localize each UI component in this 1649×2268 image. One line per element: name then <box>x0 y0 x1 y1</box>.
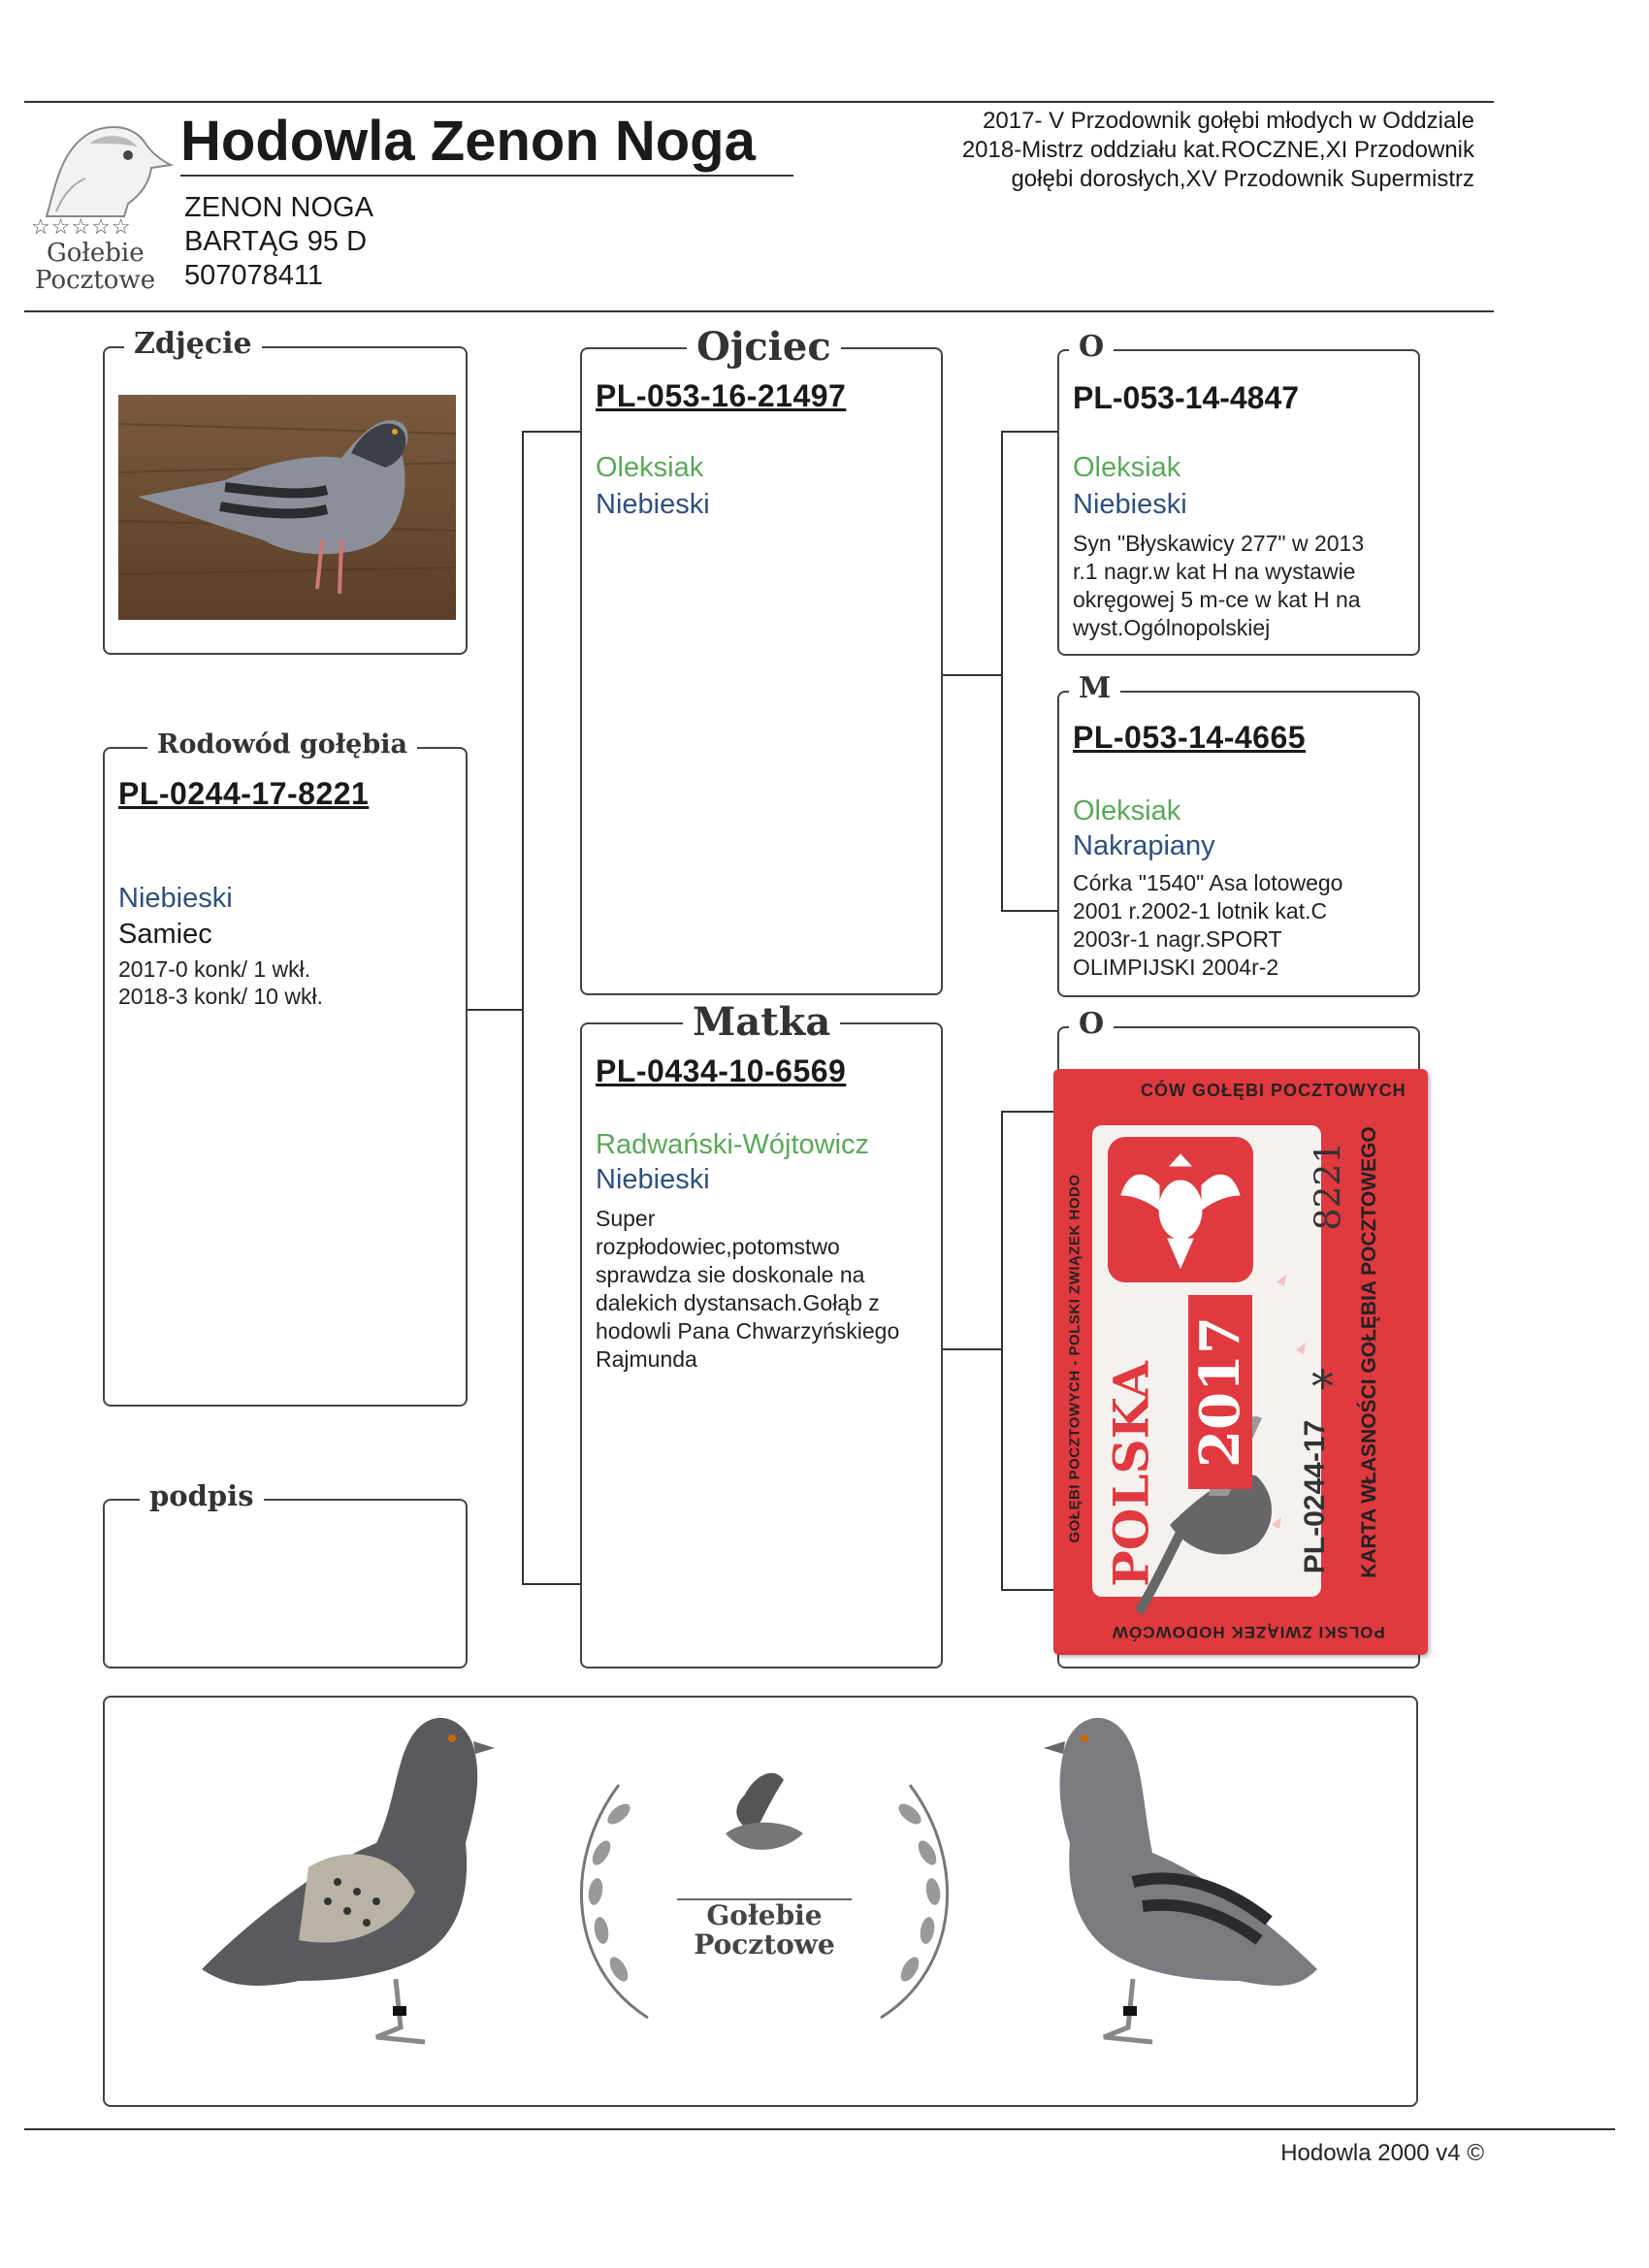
photo-box-label: Zdjęcie <box>124 327 262 361</box>
ff-desc-line: okręgowej 5 m-ce w kat H na <box>1073 587 1361 612</box>
card-bottom-text: POLSKI ZWIĄZEK HODOWCÓW <box>1112 1623 1385 1641</box>
mother-father-label: O <box>1069 1007 1114 1041</box>
fm-desc-line: 2003r-1 nagr.SPORT <box>1073 926 1282 952</box>
card-year: 2017 <box>1188 1295 1252 1489</box>
achievement-line: gołębi dorosłych,XV Przodownik Supermistrz <box>1011 166 1474 192</box>
pigeon-photo-image <box>118 395 456 620</box>
header-bottom-rule <box>24 310 1494 312</box>
owner-phone: 507078411 <box>184 260 324 291</box>
footer-version: Hodowla 2000 v4 © <box>1280 2140 1484 2166</box>
father-mother-box <box>1057 671 1420 997</box>
father-colour: Niebieski <box>596 489 710 520</box>
pigeons-illustration-box <box>103 1696 1418 2107</box>
mother-desc-line: sprawdza sie doskonale na <box>596 1262 865 1287</box>
connector-mother-parents <box>1001 1111 1057 1591</box>
father-father-ring: PL-053-14-4847 <box>1073 380 1300 415</box>
left-pigeon-icon <box>202 1718 495 2042</box>
achievements <box>854 107 1474 194</box>
signature-box <box>103 1479 468 1669</box>
card-side-right: KARTA WŁASNOŚCI GOŁĘBIA POCZTOWEGO <box>1358 1126 1380 1578</box>
father-mother-breeder: Oleksiak <box>1073 795 1181 826</box>
connector-subject <box>468 1009 522 1011</box>
father-breeder: Oleksiak <box>596 452 704 483</box>
owner-address: BARTĄG 95 D <box>184 226 368 257</box>
page-title: Hodowla Zenon Noga <box>180 110 756 173</box>
emblem-pigeon-icon <box>726 1773 803 1850</box>
emblem-text-1: Gołebie <box>706 1899 823 1931</box>
card-star: * <box>1311 1360 1334 1412</box>
ff-desc-line: r.1 nagr.w kat H na wystawie <box>1073 559 1356 584</box>
pigeon-ring: PL-0244-17-8221 <box>118 776 370 811</box>
father-father-box <box>1057 330 1420 656</box>
father-mother-label: M <box>1069 671 1120 705</box>
achievement-line: 2017- V Przodownik gołębi młodych w Oddziale <box>983 108 1474 134</box>
pigeon-head-logo-icon <box>27 114 173 221</box>
mother-label: Matka <box>683 999 840 1045</box>
father-father-description <box>1073 530 1412 642</box>
logo <box>27 114 173 299</box>
mother-desc-line: Rajmunda <box>596 1346 697 1372</box>
ownership-card <box>1053 1069 1428 1655</box>
mother-desc-line: Super <box>596 1206 656 1231</box>
father-ring: PL-053-16-21497 <box>596 378 847 413</box>
card-ring-prefix: PL-0244-17 <box>1299 1419 1331 1574</box>
father-father-label: O <box>1069 330 1114 364</box>
mother-colour: Niebieski <box>596 1164 710 1195</box>
mother-desc-line: hodowli Pana Chwarzyńskiego <box>596 1318 900 1344</box>
logo-text-2: Pocztowe <box>35 266 156 295</box>
pigeon-result: 2018-3 konk/ 10 wkł. <box>118 984 323 1009</box>
father-mother-ring: PL-053-14-4665 <box>1073 720 1307 755</box>
pigeon-colour: Niebieski <box>118 883 233 914</box>
pigeon-box <box>103 729 468 1407</box>
father-label: Ojciec <box>687 324 841 370</box>
mother-breeder: Radwański-Wójtowicz <box>596 1129 870 1160</box>
fm-desc-line: 2001 r.2002-1 lotnik kat.C <box>1073 898 1328 923</box>
card-country: POLSKA <box>1102 1361 1160 1587</box>
photo-box <box>103 327 468 655</box>
connector-parents <box>522 431 580 1585</box>
mother-box <box>580 999 943 1669</box>
logo-stars: ☆☆☆☆☆ <box>31 215 132 240</box>
pigeon-photo <box>118 395 456 620</box>
footer-rule <box>24 2128 1615 2130</box>
father-mother-colour: Nakrapiany <box>1073 830 1215 861</box>
ff-desc-line: Syn "Błyskawicy 277" w 2013 <box>1073 531 1365 556</box>
pigeon-box-label: Rodowód gołębia <box>147 729 417 760</box>
owner-name: ZENON NOGA <box>184 192 373 223</box>
connector-father-parents <box>1001 431 1057 912</box>
connector-father <box>943 674 1001 676</box>
mother-description <box>596 1205 935 1374</box>
right-pigeon-icon <box>1044 1718 1317 2042</box>
ff-desc-line: wyst.Ogólnopolskiej <box>1073 615 1271 640</box>
card-number: 8221 <box>1309 1141 1349 1231</box>
connector-mother <box>943 1348 1001 1350</box>
achievement-line: 2018-Mistrz oddziału kat.ROCZNE,XI Przodownik <box>961 137 1474 163</box>
father-father-colour: Niebieski <box>1073 489 1187 520</box>
pigeon-sex: Samiec <box>118 919 212 950</box>
fm-desc-line: Córka "1540" Asa lotowego <box>1073 870 1343 895</box>
mother-desc-line: rozpłodowiec,potomstwo <box>596 1234 840 1259</box>
card-side-left: GOŁĘBI POCZTOWYCH - POLSKI ZWIĄZEK HODO <box>1066 1174 1083 1543</box>
father-father-breeder: Oleksiak <box>1073 452 1181 483</box>
fm-desc-line: OLIMPIJSKI 2004r-2 <box>1073 955 1279 980</box>
logo-text-1: Gołebie <box>47 239 145 268</box>
card-arc-top: CÓW GOŁĘBI POCZTOWYCH <box>1141 1081 1406 1100</box>
signature-label: podpis <box>140 1479 264 1512</box>
father-box <box>580 324 943 995</box>
mother-desc-line: dalekich dystansach.Gołąb z <box>596 1290 880 1315</box>
father-mother-description <box>1073 869 1412 982</box>
pigeon-result: 2017-0 konk/ 1 wkł. <box>118 956 311 982</box>
title-underline <box>180 175 793 177</box>
header-top-rule <box>24 101 1494 103</box>
emblem-text-2: Pocztowe <box>694 1928 835 1960</box>
mother-ring: PL-0434-10-6569 <box>596 1053 847 1088</box>
